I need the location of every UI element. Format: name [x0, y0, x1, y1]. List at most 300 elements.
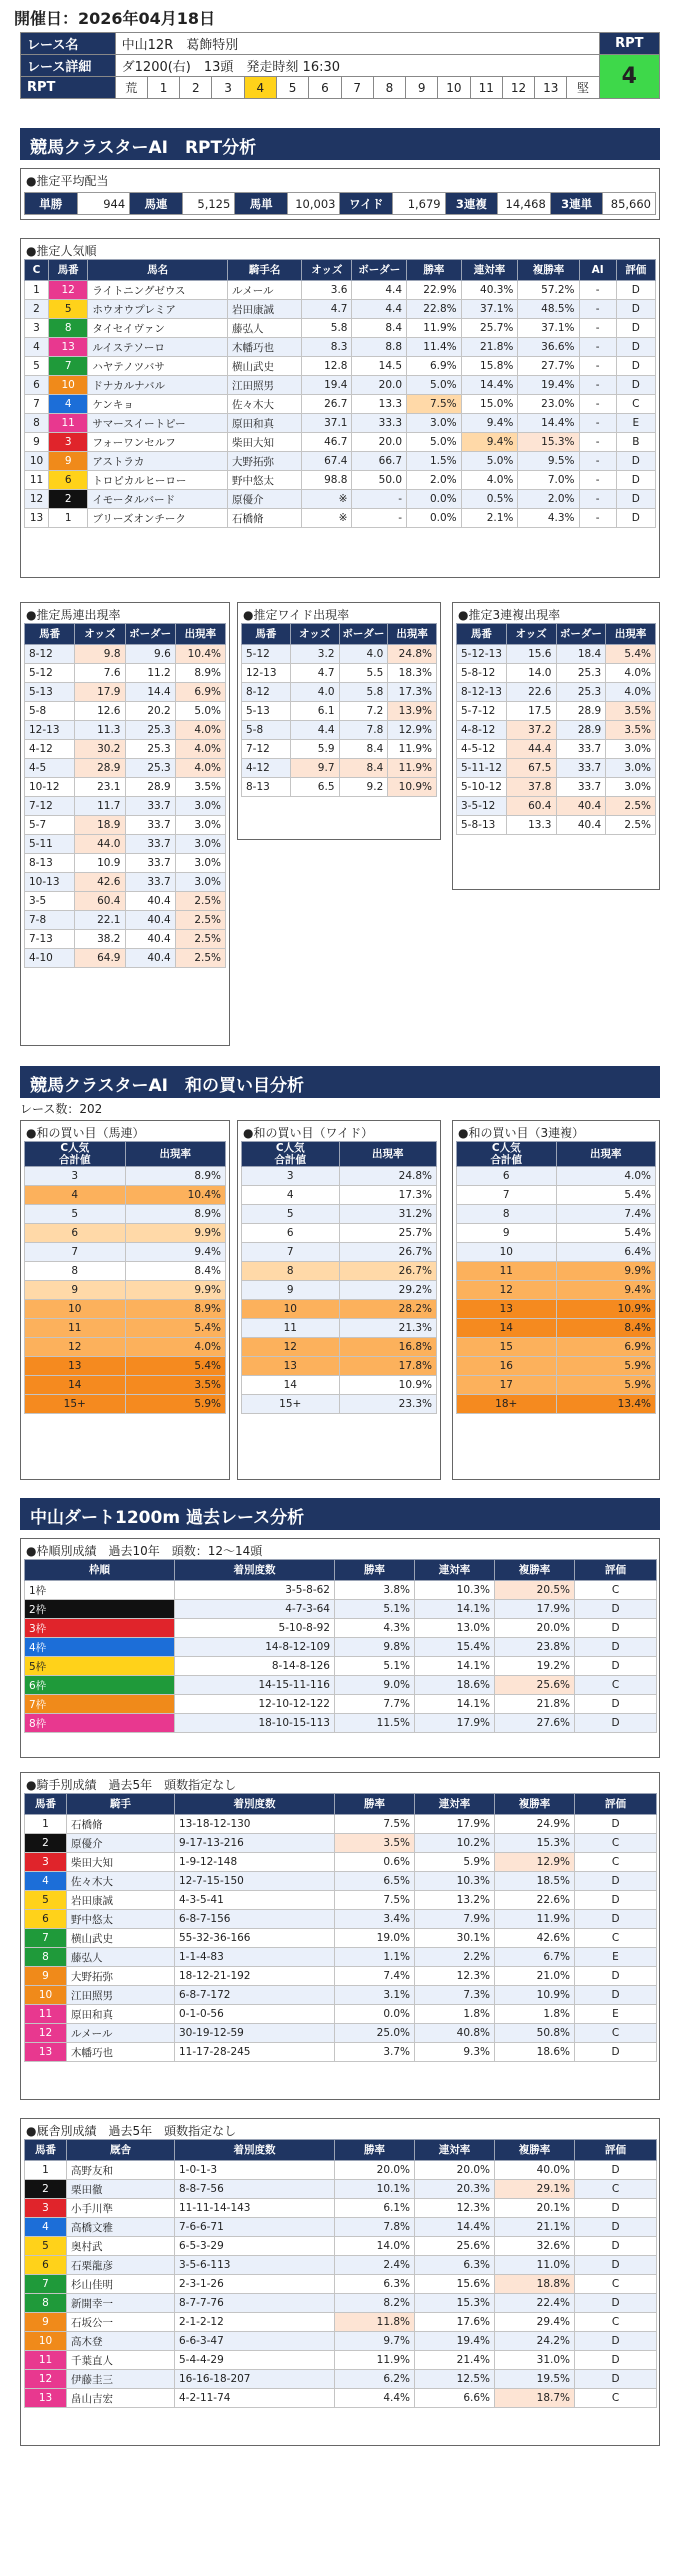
table-row: [25, 433, 656, 452]
table-cell: 15+: [242, 1395, 340, 1414]
table-cell: 21.0%: [495, 1967, 575, 1986]
table-row: [25, 702, 226, 721]
table-cell: D: [616, 357, 655, 376]
table-cell: 12.8: [302, 357, 352, 376]
table-cell: 3.0%: [407, 414, 462, 433]
table-row: [457, 1395, 656, 1414]
trainer-table: [24, 2139, 657, 2408]
column-header: ボーダー: [125, 624, 175, 645]
payout-value: 1,679: [393, 193, 446, 215]
table-cell: 石栗龍彦: [67, 2256, 175, 2275]
table-row: [457, 1262, 656, 1281]
table-cell: 18.9: [75, 816, 125, 835]
table-cell: 13: [457, 1300, 557, 1319]
table-cell: 10.4%: [175, 645, 225, 664]
table-cell: ケンキョ: [88, 395, 228, 414]
table-cell: 6.9%: [175, 683, 225, 702]
table-cell: 4-8-12: [457, 721, 507, 740]
table-row: [25, 376, 656, 395]
table-cell: 7.8: [339, 721, 388, 740]
table-cell: 18+: [457, 1395, 557, 1414]
table-cell: 28.9: [556, 721, 606, 740]
table-cell: -: [352, 509, 407, 528]
table-cell: 10-12: [25, 778, 75, 797]
column-header: 評価: [575, 1560, 657, 1581]
table-cell: 11.4%: [407, 338, 462, 357]
table-cell: 18.6%: [495, 2043, 575, 2062]
table-cell: 千葉直人: [67, 2351, 175, 2370]
column-header: オッズ: [302, 260, 352, 281]
table-cell: 9.9%: [125, 1281, 226, 1300]
table-row: [25, 1676, 657, 1695]
table-cell: 29.4%: [495, 2313, 575, 2332]
table-row: [457, 1167, 656, 1186]
table-cell: 7-6-6-71: [175, 2218, 335, 2237]
table-cell: 32.6%: [495, 2237, 575, 2256]
table-cell: D: [575, 2256, 657, 2275]
table-cell: 6-5-3-29: [175, 2237, 335, 2256]
table-cell: 5.9%: [125, 1395, 226, 1414]
table-cell: 4: [25, 1186, 126, 1205]
table-cell: 7.5%: [407, 395, 462, 414]
table-cell: 36.6%: [518, 338, 579, 357]
table-cell: 7: [457, 1186, 557, 1205]
table-row: [25, 2180, 657, 2199]
table-row: [457, 664, 656, 683]
table-cell: 5.4%: [606, 645, 656, 664]
table-cell: 3.2: [290, 645, 339, 664]
table-cell: 6-6-3-47: [175, 2332, 335, 2351]
table-cell: 10: [25, 1986, 67, 2005]
table-cell: 40.4: [556, 797, 606, 816]
table-row: [25, 509, 656, 528]
table-cell: 5.9%: [556, 1376, 656, 1395]
table-row: [242, 1300, 437, 1319]
table-cell: 3: [25, 1167, 126, 1186]
table-cell: 20.1%: [495, 2199, 575, 2218]
table-row: [25, 2294, 657, 2313]
table-cell: 6.2%: [335, 2370, 415, 2389]
table-cell: 14.0%: [335, 2237, 415, 2256]
table-cell: 7.2: [339, 702, 388, 721]
table-cell: -: [579, 357, 616, 376]
table-cell: 17.9%: [415, 1714, 495, 1733]
table-cell: 30.2: [75, 740, 125, 759]
table-cell: 8-12: [25, 645, 75, 664]
table-cell: 2-1-2-12: [175, 2313, 335, 2332]
table-row: [25, 797, 226, 816]
table-row: [25, 2351, 657, 2370]
column-header: 勝率: [407, 260, 462, 281]
table-row: [25, 873, 226, 892]
table-cell: 4.0%: [175, 721, 225, 740]
table-row: [25, 1657, 657, 1676]
column-header: 着別度数: [175, 2140, 335, 2161]
table-cell: 13: [49, 338, 88, 357]
rpt-scale-cell: 5: [276, 77, 308, 99]
table-cell: C: [575, 1929, 657, 1948]
table-cell: 3: [25, 319, 49, 338]
table-cell: 7: [49, 357, 88, 376]
wa-umaren-panel: [20, 1120, 230, 1480]
section-past-analysis: 中山ダート1200m 過去レース分析: [20, 1498, 660, 1530]
table-row: [25, 2161, 657, 2180]
table-cell: 5-7-12: [457, 702, 507, 721]
table-cell: 岩田康誠: [228, 300, 302, 319]
table-row: [25, 1891, 657, 1910]
table-row: [457, 740, 656, 759]
table-cell: 7-12: [242, 740, 291, 759]
table-row: [25, 1834, 657, 1853]
table-row: [242, 664, 437, 683]
table-cell: D: [616, 300, 655, 319]
table-row: [242, 1395, 437, 1414]
table-cell: -: [579, 281, 616, 300]
table-cell: 6.5%: [335, 1872, 415, 1891]
table-cell: D: [575, 2294, 657, 2313]
table-cell: 1-0-1-3: [175, 2161, 335, 2180]
payout-label: ワイド: [340, 193, 393, 215]
table-cell: -: [579, 319, 616, 338]
table-cell: 2枠: [25, 1600, 175, 1619]
table-cell: 12: [49, 281, 88, 300]
table-cell: 5-8-13: [457, 816, 507, 835]
table-cell: 11.5%: [335, 1714, 415, 1733]
table-cell: 7-13: [25, 930, 75, 949]
table-cell: 4.4: [352, 300, 407, 319]
payout-label: 3連単: [550, 193, 603, 215]
table-cell: C: [575, 2180, 657, 2199]
payout-label: 単勝: [25, 193, 78, 215]
table-cell: 11.9%: [495, 1910, 575, 1929]
table-cell: 2.5%: [175, 930, 225, 949]
table-cell: 6.6%: [415, 2389, 495, 2408]
table-cell: 25.3: [556, 683, 606, 702]
table-cell: 13.2%: [415, 1891, 495, 1910]
sanren-table: [456, 623, 656, 835]
table-row: [25, 2218, 657, 2237]
rpt-scale-cell: 12: [502, 77, 534, 99]
table-cell: 5.0%: [175, 702, 225, 721]
table-cell: 8: [25, 2294, 67, 2313]
table-cell: -: [579, 414, 616, 433]
table-row: [25, 816, 226, 835]
column-header: ボーダー: [339, 624, 388, 645]
table-cell: 8-13: [242, 778, 291, 797]
table-cell: 9: [49, 452, 88, 471]
table-cell: 8.4: [352, 319, 407, 338]
table-cell: 4-12: [242, 759, 291, 778]
table-cell: 12-13: [25, 721, 75, 740]
table-cell: 10.9%: [388, 778, 437, 797]
table-cell: 5-10-8-92: [175, 1619, 335, 1638]
table-cell: -: [352, 490, 407, 509]
table-cell: D: [616, 490, 655, 509]
rpt-scale-cell: 11: [470, 77, 502, 99]
table-row: [25, 1319, 226, 1338]
table-row: [242, 759, 437, 778]
table-cell: 6: [242, 1224, 340, 1243]
table-cell: 3: [49, 433, 88, 452]
table-cell: 3.0%: [606, 778, 656, 797]
sanren-title: ●推定3連複出現率: [458, 608, 561, 622]
column-header: 馬番: [242, 624, 291, 645]
table-cell: 48.5%: [518, 300, 579, 319]
table-cell: 20.0%: [415, 2161, 495, 2180]
table-cell: D: [575, 1600, 657, 1619]
table-cell: 6枠: [25, 1676, 175, 1695]
table-cell: 5: [25, 357, 49, 376]
table-cell: D: [575, 1714, 657, 1733]
table-cell: 31.0%: [495, 2351, 575, 2370]
table-cell: 12-13: [242, 664, 291, 683]
table-cell: 23.1: [75, 778, 125, 797]
table-cell: 10: [25, 452, 49, 471]
payout-value: 85,660: [603, 193, 656, 215]
table-cell: 6.3%: [335, 2275, 415, 2294]
table-cell: 30-19-12-59: [175, 2024, 335, 2043]
table-cell: D: [575, 2043, 657, 2062]
table-row: [25, 1357, 226, 1376]
table-row: [25, 2313, 657, 2332]
table-cell: 20.5%: [495, 1581, 575, 1600]
table-cell: 4.3%: [335, 1619, 415, 1638]
table-cell: 14.4%: [461, 376, 518, 395]
table-cell: C: [575, 2313, 657, 2332]
table-row: [25, 1186, 226, 1205]
table-cell: 5枠: [25, 1657, 175, 1676]
table-cell: 20.0: [352, 376, 407, 395]
wa-umaren-title: ●和の買い目（馬連）: [26, 1126, 145, 1140]
waku-table: [24, 1559, 657, 1733]
table-cell: 4.0%: [461, 471, 518, 490]
table-cell: D: [575, 1638, 657, 1657]
table-cell: 5: [25, 1205, 126, 1224]
table-cell: 11: [242, 1319, 340, 1338]
table-cell: 3.0%: [175, 873, 225, 892]
table-row: [25, 395, 656, 414]
umaren-title: ●推定馬連出現率: [26, 608, 121, 622]
table-cell: 13.9%: [388, 702, 437, 721]
table-cell: 原田和真: [228, 414, 302, 433]
table-cell: 4.0: [339, 645, 388, 664]
table-cell: D: [575, 1910, 657, 1929]
table-row: [25, 1224, 226, 1243]
table-cell: 11.8%: [335, 2313, 415, 2332]
table-cell: 5-12: [25, 664, 75, 683]
table-cell: D: [616, 452, 655, 471]
race-date: 開催日：2026年04月18日: [14, 9, 216, 28]
table-cell: 5.4%: [556, 1224, 656, 1243]
table-cell: 11.9%: [388, 740, 437, 759]
table-cell: 40.8%: [415, 2024, 495, 2043]
column-header: 出現率: [388, 624, 437, 645]
table-cell: D: [575, 1619, 657, 1638]
table-cell: 7.5%: [335, 1891, 415, 1910]
table-row: [25, 281, 656, 300]
table-cell: 44.0: [75, 835, 125, 854]
table-cell: 25.3: [125, 721, 175, 740]
table-cell: 21.8%: [495, 1695, 575, 1714]
table-cell: 木幡巧也: [228, 338, 302, 357]
table-cell: 0.5%: [461, 490, 518, 509]
table-cell: 8: [25, 414, 49, 433]
table-cell: 10: [457, 1243, 557, 1262]
table-cell: 44.4: [506, 740, 556, 759]
table-row: [25, 1714, 657, 1733]
table-row: [457, 1243, 656, 1262]
table-cell: 12.6: [75, 702, 125, 721]
table-cell: C: [575, 1834, 657, 1853]
table-cell: 佐々木大: [67, 1872, 175, 1891]
table-cell: 29.2%: [339, 1281, 437, 1300]
table-cell: 15.8%: [461, 357, 518, 376]
table-row: [25, 835, 226, 854]
table-cell: 9.2: [339, 778, 388, 797]
table-cell: 6: [25, 1910, 67, 1929]
table-cell: 10: [242, 1300, 340, 1319]
table-cell: 3-5-12: [457, 797, 507, 816]
table-cell: 23.3%: [339, 1395, 437, 1414]
column-header: 着別度数: [175, 1560, 335, 1581]
table-cell: 7.9%: [415, 1910, 495, 1929]
table-cell: 40.4: [125, 930, 175, 949]
table-cell: 5.9%: [556, 1357, 656, 1376]
table-cell: 28.9: [75, 759, 125, 778]
column-header: C人気 合計値: [242, 1142, 340, 1167]
table-cell: 21.4%: [415, 2351, 495, 2370]
table-cell: D: [575, 2332, 657, 2351]
table-cell: 16.8%: [339, 1338, 437, 1357]
table-row: [25, 1695, 657, 1714]
table-cell: 高木登: [67, 2332, 175, 2351]
table-row: [25, 1967, 657, 1986]
table-row: [242, 1205, 437, 1224]
table-cell: 26.7%: [339, 1262, 437, 1281]
table-row: [25, 2389, 657, 2408]
table-cell: 14: [242, 1376, 340, 1395]
table-cell: 9: [25, 2313, 67, 2332]
column-header: 評価: [616, 260, 655, 281]
table-cell: 大野拓弥: [67, 1967, 175, 1986]
table-cell: 10.9: [75, 854, 125, 873]
table-cell: 江田照男: [228, 376, 302, 395]
table-cell: 木幡巧也: [67, 2043, 175, 2062]
rpt-scale-cell: 堅: [567, 77, 599, 99]
table-cell: フォーワンセルフ: [88, 433, 228, 452]
column-header: 複勝率: [495, 1794, 575, 1815]
table-cell: 29.1%: [495, 2180, 575, 2199]
table-cell: 4: [242, 1186, 340, 1205]
table-row: [25, 721, 226, 740]
table-row: [242, 778, 437, 797]
table-cell: 14-8-12-109: [175, 1638, 335, 1657]
table-cell: 22.9%: [407, 281, 462, 300]
table-cell: 岩田康誠: [67, 1891, 175, 1910]
table-row: [25, 740, 226, 759]
table-row: [25, 452, 656, 471]
table-cell: 9: [25, 433, 49, 452]
table-cell: 杉山佳明: [67, 2275, 175, 2294]
table-row: [25, 319, 656, 338]
table-cell: 5-4-4-29: [175, 2351, 335, 2370]
table-row: [457, 1319, 656, 1338]
table-cell: 18.8%: [495, 2275, 575, 2294]
table-cell: -: [579, 300, 616, 319]
table-cell: 0.0%: [407, 509, 462, 528]
table-row: [25, 1376, 226, 1395]
table-row: [25, 1986, 657, 2005]
table-cell: 5-12: [242, 645, 291, 664]
table-cell: 12.3%: [415, 1967, 495, 1986]
table-cell: 22.1: [75, 911, 125, 930]
table-cell: 8-13: [25, 854, 75, 873]
table-cell: 6.3%: [415, 2256, 495, 2275]
table-cell: ハヤテノツバサ: [88, 357, 228, 376]
table-cell: 4.0: [290, 683, 339, 702]
table-cell: 11: [457, 1262, 557, 1281]
table-cell: 15.3%: [518, 433, 579, 452]
table-cell: D: [616, 376, 655, 395]
table-row: [457, 797, 656, 816]
table-cell: 46.7: [302, 433, 352, 452]
column-header: 出現率: [339, 1142, 437, 1167]
table-cell: -: [579, 338, 616, 357]
table-cell: 横山武史: [228, 357, 302, 376]
table-row: [25, 2256, 657, 2275]
table-row: [242, 1167, 437, 1186]
table-cell: D: [575, 1695, 657, 1714]
table-cell: 15: [457, 1338, 557, 1357]
table-row: [242, 1262, 437, 1281]
table-cell: 6.7%: [495, 1948, 575, 1967]
rpt-scale-cell: 荒: [115, 77, 147, 99]
table-row: [457, 645, 656, 664]
table-cell: 15+: [25, 1395, 126, 1414]
table-cell: 60.4: [75, 892, 125, 911]
table-cell: タイセイヴァン: [88, 319, 228, 338]
table-cell: E: [616, 414, 655, 433]
column-header: 馬番: [25, 624, 75, 645]
table-cell: 14-15-11-116: [175, 1676, 335, 1695]
table-cell: B: [616, 433, 655, 452]
table-cell: 17.9%: [415, 1815, 495, 1834]
table-cell: 0.0%: [335, 2005, 415, 2024]
table-row: [25, 414, 656, 433]
table-cell: 4.4: [352, 281, 407, 300]
table-cell: 10.9%: [495, 1986, 575, 2005]
table-cell: 10.9%: [556, 1300, 656, 1319]
table-cell: D: [575, 2161, 657, 2180]
table-cell: D: [575, 2237, 657, 2256]
table-cell: 2.2%: [415, 1948, 495, 1967]
table-cell: 9.4%: [461, 433, 518, 452]
table-row: [25, 2043, 657, 2062]
table-cell: D: [575, 2199, 657, 2218]
table-cell: 5.8: [339, 683, 388, 702]
table-cell: 原田和真: [67, 2005, 175, 2024]
table-cell: 14.4%: [518, 414, 579, 433]
table-cell: 25.3: [556, 664, 606, 683]
table-cell: 55-32-36-166: [175, 1929, 335, 1948]
table-cell: 0-1-0-56: [175, 2005, 335, 2024]
umaren-table: [24, 623, 226, 968]
table-cell: 2.5%: [175, 949, 225, 968]
table-cell: 9.0%: [335, 1676, 415, 1695]
payout-value: 5,125: [182, 193, 235, 215]
table-row: [242, 721, 437, 740]
table-row: [25, 2005, 657, 2024]
